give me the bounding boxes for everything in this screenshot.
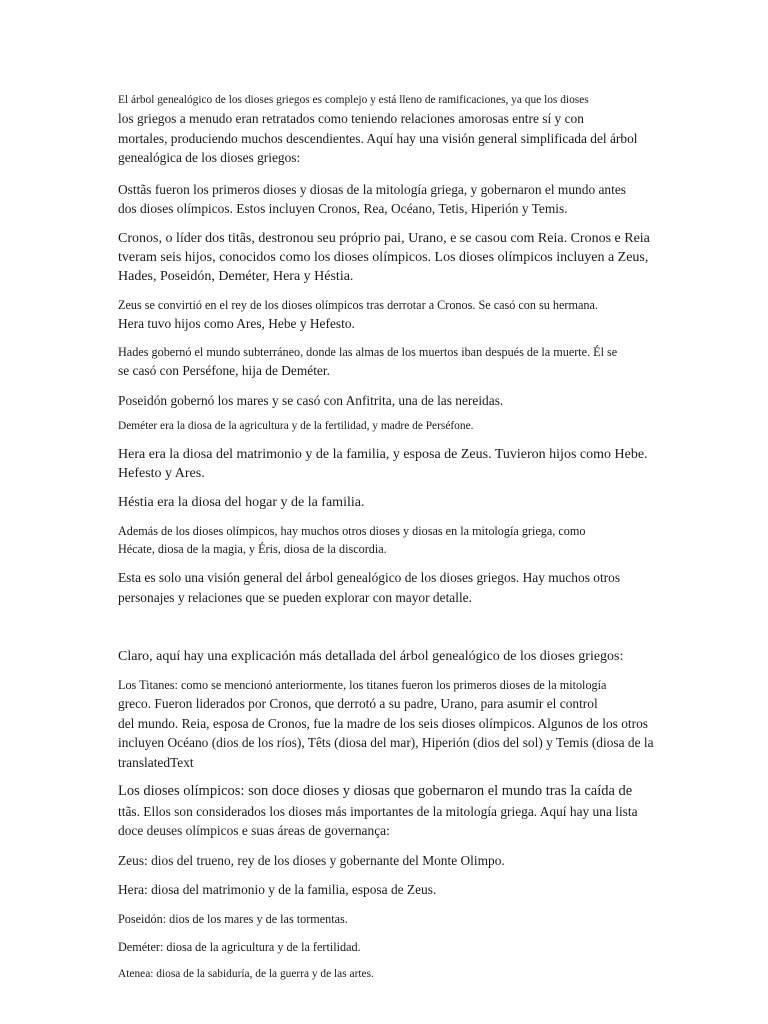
- text-line: genealógica de los dioses griegos:: [118, 150, 301, 165]
- list-item-poseidon: [118, 910, 660, 928]
- document-page: [118, 92, 660, 983]
- text-line: translatedText: [118, 754, 194, 770]
- text-line: Hécate, diosa de la magia, y Éris, diosa de la discordia.: [118, 542, 387, 556]
- text-line: del mundo. Reia, esposa de Cronos, fue la madre de los seis dioses olímpicos. Algunos de los otros: [118, 715, 648, 731]
- text-line: se casó con Perséfone, hija de Deméter.: [118, 363, 330, 378]
- text-line: Hades gobernó el mundo subterráneo, donde las almas de los muertos iban después de la muerte. Él se: [118, 345, 618, 359]
- text-line: greco. Fueron liderados por Cronos, que derrotó a su padre, Urano, para asumir el control: [118, 696, 598, 711]
- paragraph-poseidon: [118, 391, 660, 411]
- text-line: Zeus: dios del trueno, rey de los dioses y gobernante del Monte Olimpo.: [118, 852, 505, 868]
- text-line: Esta es solo una visión general del árbol genealógico de los dioses griegos. Hay muchos otros: [118, 570, 621, 585]
- list-item-hera: [118, 880, 660, 900]
- paragraph-hestia: [118, 493, 660, 512]
- text-line: Zeus se convirtió en el rey de los dioses olímpicos tras derrotar a Cronos. Se casó con su hermana.: [118, 297, 598, 312]
- paragraph-titans: [118, 180, 660, 219]
- text-line: El árbol genealógico de los dioses griegos es complejo y está lleno de ramificaciones, ya que los dioses: [118, 94, 589, 106]
- text-line: incluyen Océano (dios de los ríos), Têts (diosa del mar), Hiperión (dios del sol) y Temis (diosa de la: [118, 735, 654, 750]
- paragraph-others: [118, 522, 660, 558]
- text-line: Atenea: diosa de la sabiduría, de la guerra y de las artes.: [118, 967, 374, 980]
- list-item-zeus: [118, 851, 660, 871]
- text-line: Deméter: diosa de la agricultura y de la fertilidad.: [118, 939, 361, 954]
- list-item-demeter: [118, 938, 660, 956]
- text-line: Claro, aquí hay una explicación más detallada del árbol genealógico de los dioses griegos:: [118, 649, 624, 664]
- text-line: Hefesto y Ares.: [118, 466, 205, 481]
- text-line: Hera: diosa del matrimonio y de la familia, esposa de Zeus.: [118, 882, 437, 897]
- text-line: Además de los dioses olímpicos, hay muchos otros dioses y diosas en la mitología griega, como: [118, 524, 586, 538]
- text-line: mortales, produciendo muchos descendientes. Aquí hay una visión general simplificada del árbol: [118, 130, 638, 146]
- text-line: dos dioses olímpicos. Estos incluyen Cronos, Rea, Océano, Tetis, Hiperión y Temis.: [118, 201, 568, 216]
- paragraph-detailed-intro: [118, 647, 660, 666]
- text-line: Hera era la diosa del matrimonio y de la familia, y esposa de Zeus. Tuvieron hijos como Hebe.: [118, 447, 648, 462]
- paragraph-intro: [118, 92, 660, 168]
- text-line: Osttãs fueron los primeros dioses y diosas de la mitología griega, y gobernaron el mundo antes: [118, 181, 626, 197]
- text-line: Hades, Poseidón, Deméter, Hera y Héstia.: [118, 268, 354, 284]
- paragraph-olimpicos-detail: [118, 782, 660, 841]
- paragraph-zeus: [118, 296, 660, 334]
- paragraph-summary: [118, 568, 660, 607]
- paragraph-hera: [118, 445, 660, 483]
- list-item-atenea: [118, 966, 660, 983]
- text-line: Hera tuvo hijos como Ares, Hebe y Hefesto.: [118, 315, 355, 331]
- text-line: ttãs. Ellos son considerados los dioses más importantes de la mitología griega. Aquí hay una lista: [118, 803, 638, 819]
- text-line: los griegos a menudo eran retratados como teniendo relaciones amorosas entre sí y con: [118, 111, 584, 126]
- text-line: Los dioses olímpicos: son doce dioses y diosas que gobernaron el mundo tras la caída de: [118, 783, 633, 799]
- text-line: Los Titanes: como se mencionó anteriormente, los titanes fueron los primeros dioses de la mitología: [118, 678, 607, 692]
- text-line: Héstia era la diosa del hogar y de la familia.: [118, 495, 365, 510]
- text-line: doce deuses olímpicos e suas áreas de governança:: [118, 823, 390, 838]
- paragraph-cronos: [118, 229, 660, 286]
- paragraph-hades: [118, 343, 660, 381]
- paragraph-titanes-detail: [118, 676, 660, 772]
- text-line: Deméter era la diosa de la agricultura y de la fertilidad, y madre de Perséfone.: [118, 420, 474, 432]
- text-line: tveram seis hijos, conocidos como los dioses olímpicos. Los dioses olímpicos incluyen a Zeus,: [118, 249, 649, 265]
- text-line: Cronos, o líder dos titãs, destronou seu próprio pai, Urano, e se casou com Reia. Cronos e Reia: [118, 230, 650, 246]
- text-line: Poseidón: dios de los mares y de las tormentas.: [118, 911, 348, 926]
- paragraph-demeter: [118, 418, 660, 435]
- text-line: Poseidón gobernó los mares y se casó con Anfitrita, una de las nereidas.: [118, 392, 504, 408]
- text-line: personajes y relaciones que se pueden explorar con mayor detalle.: [118, 589, 472, 605]
